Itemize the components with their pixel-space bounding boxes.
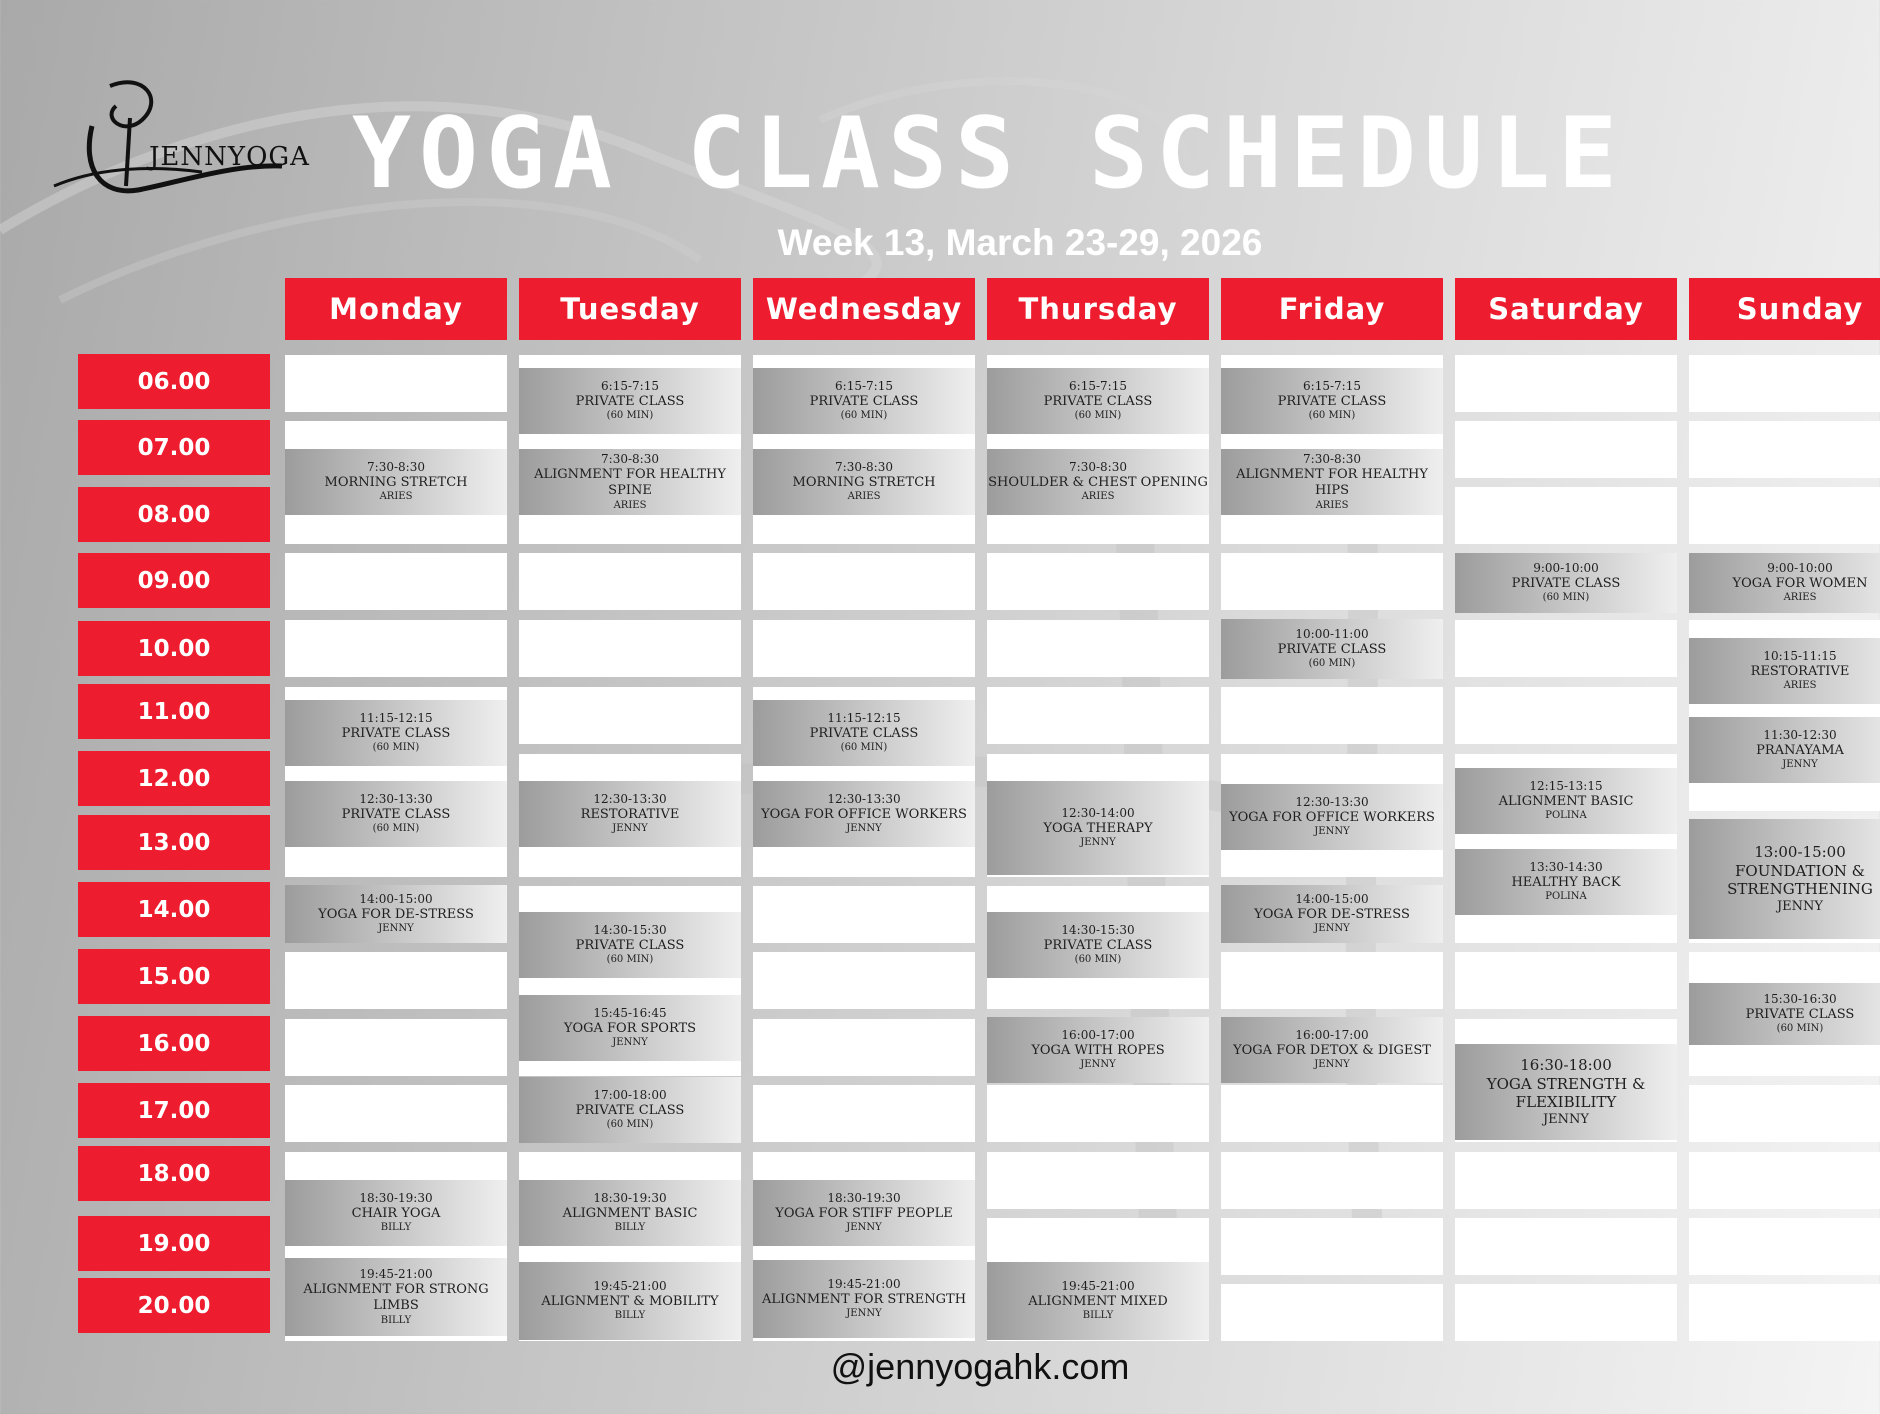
class-block[interactable]	[285, 449, 507, 515]
class-name: YOGA FOR DE-STRESS	[318, 907, 474, 923]
schedule-cell	[1689, 1218, 1880, 1275]
class-name: YOGA STRENGTH & FLEXIBILITY	[1486, 1074, 1646, 1112]
class-time: 18:30-19:30	[359, 1191, 433, 1206]
class-name: ALIGNMENT & MOBILITY	[541, 1294, 719, 1310]
class-detail: ARIES	[613, 499, 647, 511]
footer-website[interactable]: @jennyogahk.com	[830, 1346, 1130, 1387]
schedule-cell	[1689, 1152, 1880, 1209]
schedule-cell	[1221, 1284, 1443, 1341]
class-block[interactable]	[987, 1262, 1209, 1340]
class-time: 13:30-14:30	[1529, 860, 1603, 875]
class-detail: (60 MIN)	[840, 410, 888, 422]
time-label: 11.00	[78, 684, 270, 739]
class-time: 7:30-8:30	[1303, 452, 1361, 466]
schedule-cell	[753, 1019, 975, 1076]
class-time: 10:15-11:15	[1763, 649, 1837, 664]
class-detail: ARIES	[1783, 592, 1817, 604]
class-time: 12:30-13:30	[827, 792, 901, 807]
class-detail: BILLY	[380, 1222, 412, 1234]
time-label: 15.00	[78, 949, 270, 1004]
class-name: PRIVATE CLASS	[575, 394, 685, 410]
schedule-cell	[1221, 1085, 1443, 1142]
class-time: 9:00-10:00	[1533, 561, 1599, 576]
schedule-cell	[987, 687, 1209, 744]
class-block[interactable]	[519, 1180, 741, 1246]
class-detail: JENNY	[1782, 759, 1818, 771]
time-label: 07.00	[78, 420, 270, 475]
class-block[interactable]	[987, 1017, 1209, 1083]
class-name: PRIVATE CLASS	[575, 1103, 685, 1119]
time-label: 16.00	[78, 1016, 270, 1071]
logo-figure-icon	[52, 78, 292, 203]
class-detail: JENNY	[1776, 899, 1824, 914]
day-header-thursday: Thursday	[987, 278, 1209, 340]
class-name: PRIVATE CLASS	[1511, 576, 1621, 592]
class-name: PRIVATE CLASS	[1043, 394, 1153, 410]
class-name: ALIGNMENT FOR STRENGTH	[761, 1292, 967, 1308]
schedule-cell	[1455, 355, 1677, 412]
class-time: 6:15-7:15	[1069, 379, 1127, 394]
class-name: PRIVATE CLASS	[1043, 938, 1153, 954]
class-block[interactable]	[1689, 983, 1880, 1045]
class-time: 6:15-7:15	[835, 379, 893, 394]
time-label: 18.00	[78, 1146, 270, 1201]
class-time: 7:30-8:30	[835, 460, 893, 475]
class-time: 6:15-7:15	[601, 379, 659, 394]
class-name: PRIVATE CLASS	[809, 726, 919, 742]
class-block[interactable]	[519, 781, 741, 847]
schedule-cell	[285, 620, 507, 677]
class-block[interactable]	[1221, 784, 1443, 850]
schedule-cell	[987, 1085, 1209, 1142]
class-block[interactable]	[753, 368, 975, 434]
class-detail: (60 MIN)	[1776, 1023, 1824, 1035]
schedule-cell	[1689, 1085, 1880, 1142]
class-block[interactable]	[753, 449, 975, 515]
schedule-cell	[1221, 952, 1443, 1009]
class-name: CHAIR YOGA	[351, 1206, 441, 1222]
class-block[interactable]	[1689, 638, 1880, 704]
class-detail: (60 MIN)	[606, 1119, 654, 1131]
class-detail: BILLY	[614, 1222, 646, 1234]
class-time: 7:30-8:30	[601, 452, 659, 466]
class-time: 9:00-10:00	[1767, 561, 1833, 576]
schedule-cell	[987, 553, 1209, 610]
schedule-cell	[987, 1152, 1209, 1209]
schedule-cell	[1455, 1218, 1677, 1275]
class-detail: JENNY	[846, 1222, 882, 1234]
schedule-cell	[1221, 1152, 1443, 1209]
class-detail: ARIES	[1081, 491, 1115, 503]
class-block[interactable]	[519, 995, 741, 1061]
class-block[interactable]	[1689, 553, 1880, 613]
class-time: 19:45-21:00	[593, 1279, 667, 1294]
class-time: 19:45-21:00	[359, 1267, 433, 1281]
schedule-cell	[285, 553, 507, 610]
class-detail: JENNY	[612, 823, 648, 835]
class-name: YOGA FOR OFFICE WORKERS	[761, 807, 967, 823]
class-detail: JENNY	[1080, 1059, 1116, 1071]
schedule-cell	[753, 620, 975, 677]
time-label: 13.00	[78, 815, 270, 870]
class-detail: (60 MIN)	[1308, 410, 1356, 422]
class-name: PRIVATE CLASS	[1745, 1007, 1855, 1023]
class-time: 14:30-15:30	[593, 923, 667, 938]
class-block[interactable]	[1221, 885, 1443, 943]
schedule-cell	[1221, 1218, 1443, 1275]
class-detail: JENNY	[846, 823, 882, 835]
class-time: 11:15-12:15	[827, 711, 901, 726]
class-name: RESTORATIVE	[580, 807, 680, 823]
class-time: 13:00-15:00	[1754, 842, 1846, 861]
time-label: 20.00	[78, 1278, 270, 1333]
class-name: PRIVATE CLASS	[1277, 394, 1387, 410]
class-time: 19:45-21:00	[1061, 1279, 1135, 1294]
class-time: 10:00-11:00	[1295, 627, 1369, 642]
week-subtitle: Week 13, March 23-29, 2026	[777, 222, 1263, 263]
class-name: YOGA FOR SPORTS	[563, 1021, 697, 1037]
day-header-friday: Friday	[1221, 278, 1443, 340]
class-block[interactable]	[285, 885, 507, 943]
class-detail: JENNY	[1542, 1112, 1590, 1127]
day-header-monday: Monday	[285, 278, 507, 340]
class-name: ALIGNMENT BASIC	[562, 1206, 698, 1222]
class-block[interactable]	[1221, 1017, 1443, 1083]
class-time: 16:00-17:00	[1295, 1028, 1369, 1043]
class-name: ALIGNMENT FOR HEALTHY HIPS	[1236, 467, 1428, 499]
schedule-cell	[285, 1019, 507, 1076]
class-time: 12:30-13:30	[1295, 795, 1369, 810]
class-detail: (60 MIN)	[840, 742, 888, 754]
time-label: 19.00	[78, 1216, 270, 1271]
schedule-cell	[753, 952, 975, 1009]
schedule-cell	[1455, 952, 1677, 1009]
schedule-cell	[1221, 553, 1443, 610]
class-block[interactable]	[519, 912, 741, 978]
class-detail: (60 MIN)	[606, 954, 654, 966]
class-name: SHOULDER & CHEST OPENING	[988, 475, 1208, 491]
schedule-cell	[1455, 1284, 1677, 1341]
schedule-cell	[987, 620, 1209, 677]
schedule-cell	[1455, 421, 1677, 478]
class-name: YOGA FOR WOMEN	[1732, 576, 1868, 592]
class-detail: JENNY	[1314, 826, 1350, 838]
schedule-cell	[1455, 487, 1677, 544]
class-detail: JENNY	[612, 1037, 648, 1049]
schedule-cell	[1689, 487, 1880, 544]
page-title: YOGA CLASS SCHEDULE	[352, 97, 1626, 211]
class-detail: JENNY	[1080, 837, 1116, 849]
class-detail: ARIES	[379, 491, 413, 503]
class-detail: ARIES	[1315, 499, 1349, 511]
class-detail: BILLY	[380, 1314, 412, 1326]
class-time: 11:30-12:30	[1763, 728, 1837, 743]
schedule-cell	[1221, 687, 1443, 744]
class-detail: (60 MIN)	[606, 410, 654, 422]
day-header-wednesday: Wednesday	[753, 278, 975, 340]
class-name: MORNING STRETCH	[792, 475, 936, 491]
class-time: 19:45-21:00	[827, 1277, 901, 1292]
day-header-saturday: Saturday	[1455, 278, 1677, 340]
class-name: ALIGNMENT FOR HEALTHY SPINE	[534, 467, 726, 499]
class-name: YOGA FOR DETOX & DIGEST	[1233, 1043, 1431, 1059]
class-name: YOGA FOR DE-STRESS	[1254, 907, 1410, 923]
class-detail: (60 MIN)	[1308, 658, 1356, 670]
class-block[interactable]	[285, 781, 507, 847]
class-block[interactable]	[987, 781, 1209, 875]
schedule-cell	[1455, 620, 1677, 677]
schedule-cell	[285, 1085, 507, 1142]
class-time: 14:00-15:00	[1295, 892, 1369, 907]
class-block[interactable]	[1221, 449, 1443, 515]
class-time: 14:30-15:30	[1061, 923, 1135, 938]
class-time: 11:15-12:15	[359, 711, 433, 726]
class-block[interactable]	[753, 700, 975, 766]
class-block[interactable]	[1689, 717, 1880, 783]
class-time: 12:30-13:30	[359, 792, 433, 807]
schedule-cell	[285, 952, 507, 1009]
jennyoga-logo	[52, 78, 310, 203]
class-name: MORNING STRETCH	[324, 475, 468, 491]
time-label: 12.00	[78, 751, 270, 806]
time-label: 10.00	[78, 621, 270, 676]
class-block[interactable]	[1689, 819, 1880, 939]
class-name: YOGA FOR OFFICE WORKERS	[1229, 810, 1435, 826]
class-name: RESTORATIVE	[1750, 664, 1850, 680]
class-detail: (60 MIN)	[372, 823, 420, 835]
class-name: ALIGNMENT BASIC	[1498, 794, 1634, 810]
time-label: 09.00	[78, 553, 270, 608]
schedule-cell	[753, 553, 975, 610]
class-time: 18:30-19:30	[593, 1191, 667, 1206]
class-time: 16:30-18:00	[1520, 1055, 1612, 1074]
class-time: 18:30-19:30	[827, 1191, 901, 1206]
class-block[interactable]	[753, 781, 975, 847]
class-detail: POLINA	[1545, 891, 1587, 903]
class-detail: BILLY	[614, 1310, 646, 1322]
class-block[interactable]	[1455, 849, 1677, 915]
schedule-cell	[519, 620, 741, 677]
class-time: 6:15-7:15	[1303, 379, 1361, 394]
class-time: 14:00-15:00	[359, 892, 433, 907]
schedule-cell	[519, 687, 741, 744]
schedule-cell	[753, 886, 975, 943]
class-detail: JENNY	[1314, 923, 1350, 935]
class-block[interactable]	[753, 1260, 975, 1338]
class-detail: (60 MIN)	[1074, 954, 1122, 966]
class-detail: JENNY	[846, 1308, 882, 1320]
class-block[interactable]	[1221, 619, 1443, 679]
time-label: 08.00	[78, 487, 270, 542]
class-detail: (60 MIN)	[372, 742, 420, 754]
class-time: 15:45-16:45	[593, 1006, 667, 1021]
schedule-cell	[1455, 1152, 1677, 1209]
class-time: 16:00-17:00	[1061, 1028, 1135, 1043]
class-detail: JENNY	[378, 923, 414, 935]
class-name: PRIVATE CLASS	[341, 807, 451, 823]
schedule-cell	[753, 1085, 975, 1142]
class-block[interactable]	[285, 700, 507, 766]
class-block[interactable]	[1455, 553, 1677, 613]
class-name: PRIVATE CLASS	[575, 938, 685, 954]
class-name: ALIGNMENT FOR STRONG LIMBS	[303, 1282, 489, 1314]
class-name: YOGA THERAPY	[1043, 821, 1153, 837]
class-detail: JENNY	[1314, 1059, 1350, 1071]
class-block[interactable]	[519, 1077, 741, 1143]
class-time: 17:00-18:00	[593, 1088, 667, 1103]
class-detail: (60 MIN)	[1542, 592, 1590, 604]
class-block[interactable]	[1455, 768, 1677, 834]
class-time: 7:30-8:30	[1069, 460, 1127, 475]
class-name: HEALTHY BACK	[1511, 875, 1621, 891]
class-name: PRANAYAMA	[1756, 743, 1844, 759]
class-block[interactable]	[987, 449, 1209, 515]
class-block[interactable]	[519, 1262, 741, 1340]
class-block[interactable]	[519, 449, 741, 515]
time-label: 14.00	[78, 882, 270, 937]
class-name: YOGA WITH ROPES	[1031, 1043, 1165, 1059]
class-detail: (60 MIN)	[1074, 410, 1122, 422]
day-header-tuesday: Tuesday	[519, 278, 741, 340]
logo-wordmark: JENNYOGA	[149, 142, 310, 172]
class-name: YOGA FOR STIFF PEOPLE	[775, 1206, 953, 1222]
class-name: PRIVATE CLASS	[1277, 642, 1387, 658]
class-name: FOUNDATION & STRENGTHENING	[1727, 861, 1873, 899]
schedule-cell	[1689, 355, 1880, 412]
class-block[interactable]	[987, 912, 1209, 978]
class-name: ALIGNMENT MIXED	[1028, 1294, 1168, 1310]
schedule-cell	[1455, 687, 1677, 744]
class-block[interactable]	[1455, 1044, 1677, 1140]
class-time: 12:30-14:00	[1061, 806, 1135, 821]
schedule-cell	[519, 553, 741, 610]
class-detail: ARIES	[1783, 680, 1817, 692]
class-block[interactable]	[285, 1180, 507, 1246]
class-time: 7:30-8:30	[367, 460, 425, 475]
time-label: 06.00	[78, 354, 270, 409]
class-time: 15:30-16:30	[1763, 992, 1837, 1007]
class-detail: ARIES	[847, 491, 881, 503]
class-detail: BILLY	[1082, 1310, 1114, 1322]
class-block[interactable]	[1221, 368, 1443, 434]
class-block[interactable]	[753, 1180, 975, 1246]
class-block[interactable]	[987, 368, 1209, 434]
class-block[interactable]	[285, 1258, 507, 1336]
class-detail: POLINA	[1545, 810, 1587, 822]
class-name: PRIVATE CLASS	[341, 726, 451, 742]
schedule-cell	[1689, 1284, 1880, 1341]
day-header-sunday: Sunday	[1689, 278, 1880, 340]
schedule-cell	[285, 355, 507, 412]
class-name: PRIVATE CLASS	[809, 394, 919, 410]
schedule-cell	[1689, 421, 1880, 478]
class-time: 12:30-13:30	[593, 792, 667, 807]
class-time: 12:15-13:15	[1529, 779, 1603, 794]
class-block[interactable]	[519, 368, 741, 434]
time-label: 17.00	[78, 1083, 270, 1138]
